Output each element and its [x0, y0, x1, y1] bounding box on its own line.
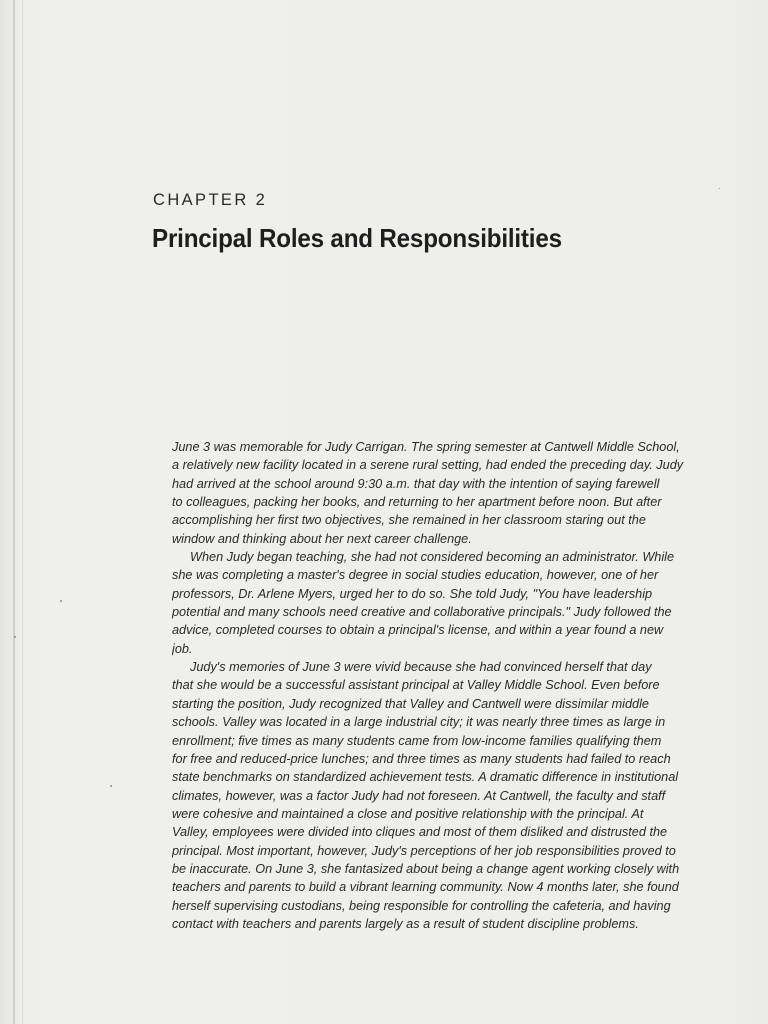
text-line: climates, however, was a factor Judy had not foreseen. At Cantwell, the faculty and staff	[172, 788, 666, 803]
scan-speck	[60, 600, 62, 602]
text-line: she was completing a master's degree in social studies education, however, one of her	[172, 568, 659, 583]
scan-speck	[110, 785, 112, 787]
scan-speck	[14, 636, 16, 638]
text-line: starting the position, Judy recognized that Valley and Cantwell were dissimilar middle	[172, 696, 649, 711]
body-text	[172, 438, 712, 933]
chapter-label: CHAPTER 2	[153, 191, 268, 209]
text-line: state benchmarks on standardized achievement tests. A dramatic difference in institutional	[172, 770, 679, 785]
text-line: enrollment; five times as many students came from low-income families qualifying them	[172, 733, 662, 748]
text-line: June 3 was memorable for Judy Carrigan. The spring semester at Cantwell Middle School,	[172, 440, 680, 454]
text-line: schools. Valley was located in a large industrial city; it was nearly three times as large in	[172, 715, 666, 730]
text-line: for free and reduced-price lunches; and three times as many students had failed to reach	[172, 751, 671, 766]
text-line: to colleagues, packing her books, and returning to her apartment before noon. But after	[172, 495, 662, 510]
chapter-title: Principal Roles and Responsibilities	[152, 223, 562, 253]
text-line: accomplishing her first two objectives, she remained in her classroom staring out the	[172, 513, 646, 528]
binding-edge	[22, 0, 23, 1024]
binding-shadow	[13, 0, 15, 1024]
text-line: contact with teachers and parents largely as a result of student discipline problems.	[172, 916, 639, 931]
text-line: teachers and parents to build a vibrant learning community. Now 4 months later, she found	[172, 880, 679, 895]
text-line: herself supervising custodians, being responsible for controlling the cafeteria, and having	[172, 898, 671, 913]
text-line: were cohesive and maintained a close and positive relationship with the principal. At	[172, 806, 644, 821]
paragraph-start-line: When Judy began teaching, she had not considered becoming an administrator. While	[190, 550, 675, 565]
scan-speck	[719, 188, 720, 189]
text-line: principal. Most important, however, Judy's perceptions of her job responsibilities proved to	[172, 843, 676, 858]
text-line: job.	[172, 641, 193, 656]
text-line: advice, completed courses to obtain a principal's license, and within a year found a new	[172, 623, 664, 638]
text-line: that she would be a successful assistant principal at Valley Middle School. Even before	[172, 678, 660, 693]
text-line: had arrived at the school around 9:30 a.m. that day with the intention of saying farewell	[172, 476, 660, 491]
text-line: professors, Dr. Arlene Myers, urged her to do so. She told Judy, "You have leadership	[172, 586, 653, 601]
text-line: be inaccurate. On June 3, she fantasized about being a change agent working closely with	[172, 861, 680, 876]
paragraph-start-line: Judy's memories of June 3 were vivid because she had convinced herself that day	[190, 660, 652, 675]
text-line: window and thinking about her next career challenge.	[172, 531, 472, 546]
text-line: Valley, employees were divided into cliques and most of them disliked and distrusted the	[172, 825, 668, 840]
text-line: potential and many schools need creative and collaborative principals." Judy followed the	[172, 605, 672, 620]
text-line: a relatively new facility located in a serene rural setting, had ended the preceding day. Judy	[172, 458, 684, 473]
